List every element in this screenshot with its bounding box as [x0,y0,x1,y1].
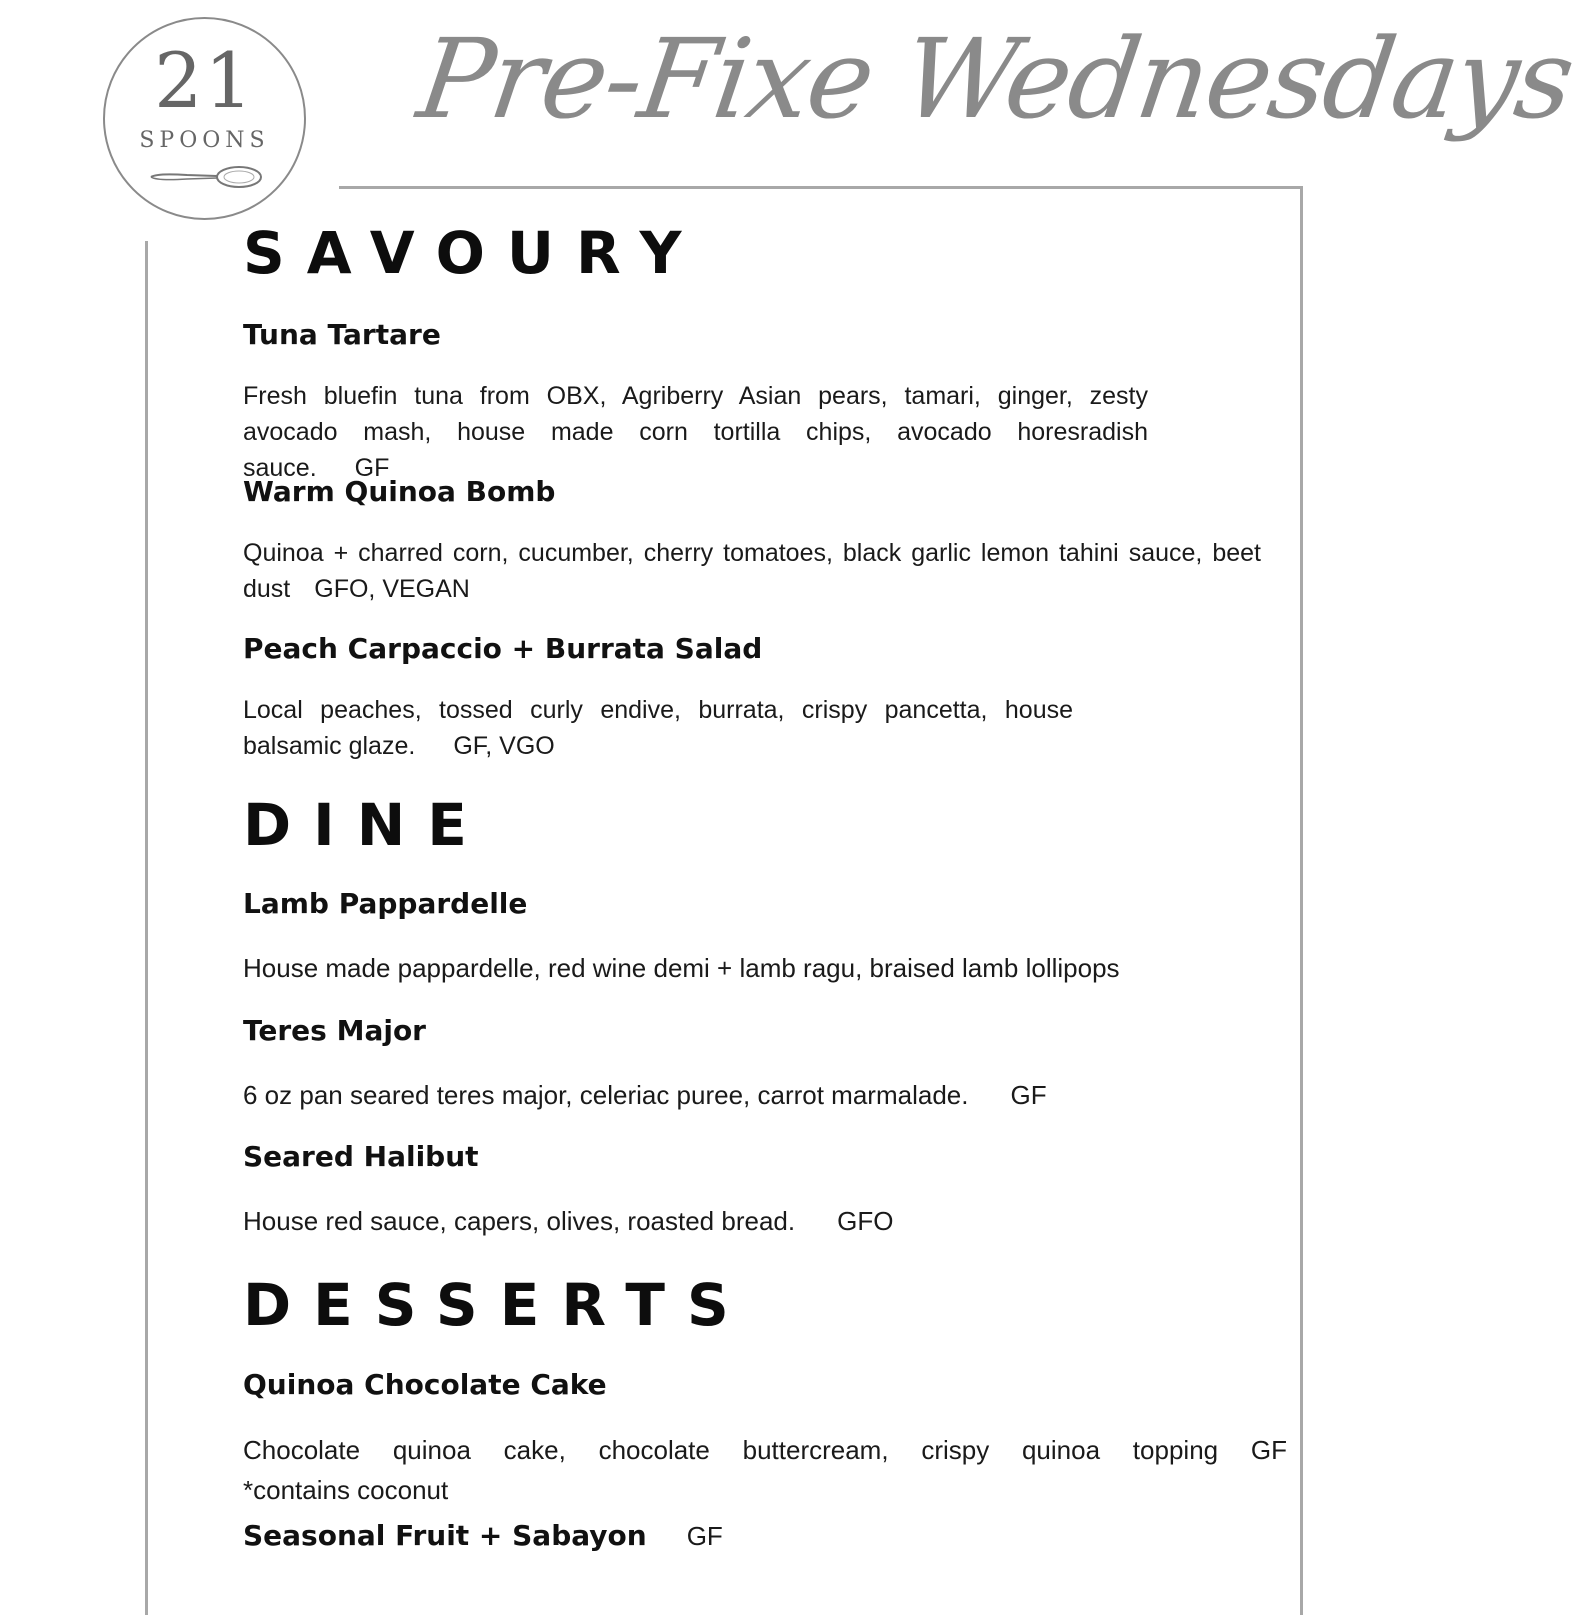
frame-right-border [1300,186,1303,1615]
item-desc-lamb-pappardelle [243,950,1243,986]
item-desc-peach-carpaccio [243,692,1073,764]
item-name-tuna-tartare: Tuna Tartare [243,318,441,351]
item-name-text: Seasonal Fruit + Sabayon [243,1519,647,1552]
desc-line [243,728,1073,764]
item-name-seared-halibut: Seared Halibut [243,1140,479,1173]
spoon-icon [147,163,267,193]
item-desc-quinoa-chocolate-cake [243,1430,1287,1510]
desc-line: House made pappardelle, red wine demi + lamb ragu, braised lamb lollipops [243,953,1120,983]
desc-text: balsamic glaze. [243,732,416,760]
dietary-tag: GF [1250,1435,1287,1465]
item-name-quinoa-chocolate-cake: Quinoa Chocolate Cake [243,1368,607,1401]
item-desc-teres-major [243,1077,1243,1113]
desc-line: Fresh bluefin tuna from OBX, Agriberry Asian pears, tamari, ginger, zesty [243,382,1148,410]
dietary-tag: GFO [837,1206,894,1236]
desc-text: House red sauce, capers, olives, roasted bread. [243,1206,796,1236]
item-desc-tuna-tartare [243,378,1148,486]
frame-top-border [339,186,1303,189]
page-title: Pre-Fixe Wednesdays [411,15,1580,143]
item-desc-seared-halibut [243,1203,1243,1239]
dietary-tag: GF [1010,1080,1047,1110]
desc-line [243,571,1261,607]
desc-text: 6 oz pan seared teres major, celeriac puree, carrot marmalade. [243,1080,969,1110]
item-name-peach-carpaccio: Peach Carpaccio + Burrata Salad [243,632,763,665]
dietary-tag: GF [686,1521,723,1551]
logo [103,17,306,220]
item-desc-warm-quinoa-bomb [243,535,1261,607]
desc-line: Local peaches, tossed curly endive, burrata, crispy pancetta, house [243,696,1073,724]
desc-text: Chocolate quinoa cake, chocolate buttercream, crispy quinoa topping [243,1435,1219,1465]
logo-number: 21 [154,36,255,125]
section-heading-savoury: SAVOURY [243,219,704,287]
item-name-teres-major: Teres Major [243,1014,426,1047]
frame-left-border [145,241,148,1615]
desc-line [243,1430,1287,1470]
desc-line: *contains coconut [243,1475,449,1505]
section-heading-desserts: DESSERTS [243,1271,751,1339]
desc-line [243,1077,1243,1113]
desc-line [243,1203,1243,1239]
item-name-lamb-pappardelle: Lamb Pappardelle [243,887,528,920]
desc-text: dust [243,575,291,603]
logo-word: SPOONS [139,128,270,153]
section-heading-dine: DINE [243,791,489,859]
desc-line: Quinoa + charred corn, cucumber, cherry tomatoes, black garlic lemon tahini sauce, beet [243,539,1261,567]
desc-text: avocado mash, house made corn tortilla chips, avocado horesradish sauce. [243,418,1148,482]
dietary-tag: GF [354,454,390,482]
dietary-tag: GFO, VEGAN [314,575,470,603]
item-name-seasonal-fruit-sabayon [243,1519,723,1552]
item-name-warm-quinoa-bomb: Warm Quinoa Bomb [243,475,556,508]
dietary-tag: GF, VGO [453,732,555,760]
